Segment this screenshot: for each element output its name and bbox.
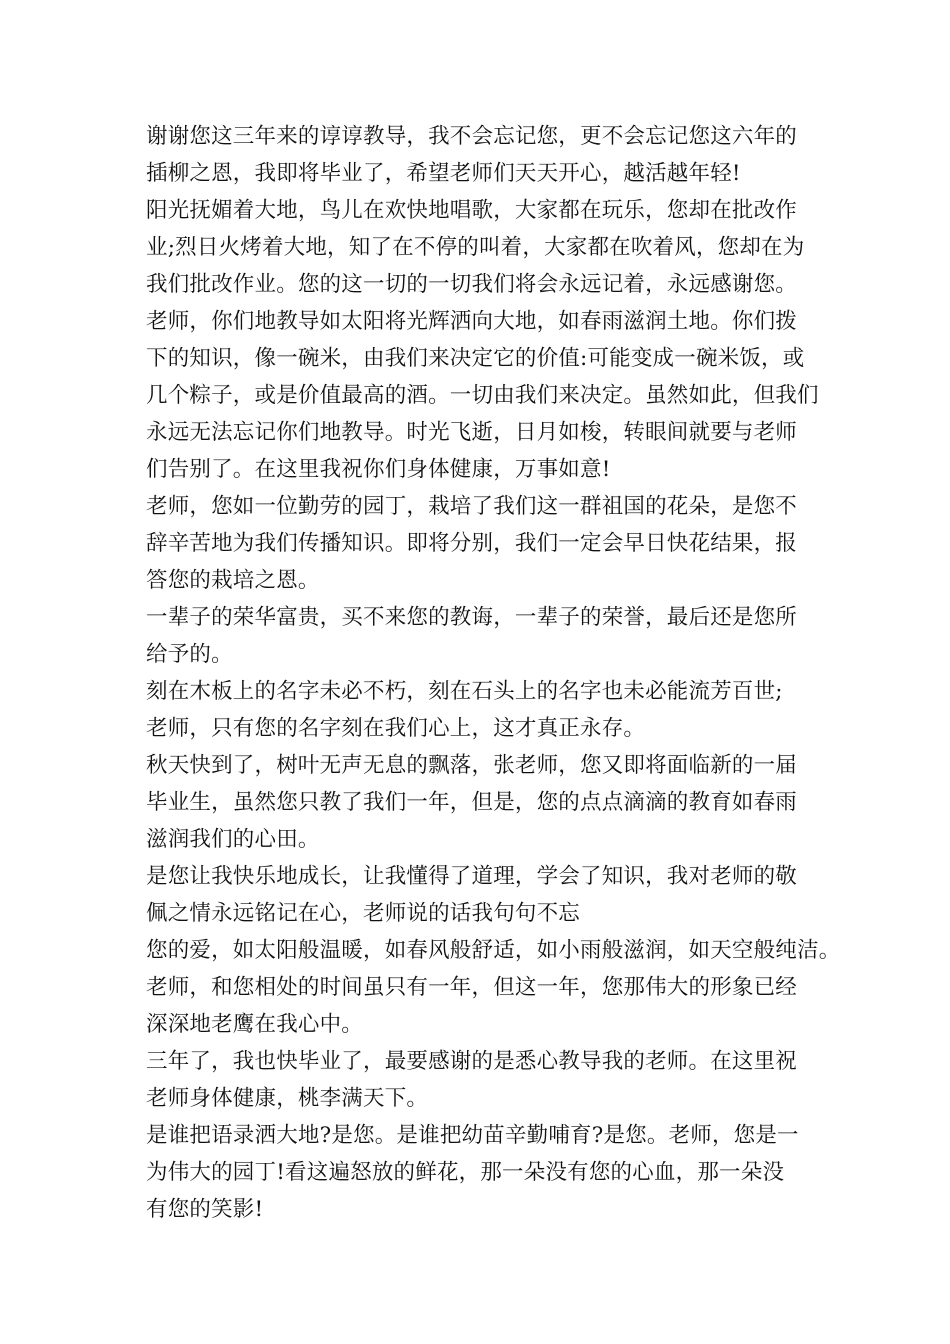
text-line: 辞辛苦地为我们传播知识。即将分别，我们一定会早日快花结果，报 bbox=[146, 531, 798, 556]
text-line: 我们批改作业。您的这一切的一切我们将会永远记着，永远感谢您。 bbox=[146, 272, 798, 297]
text-line: 答您的栽培之恩。 bbox=[146, 568, 320, 593]
text-line: 您的爱，如太阳般温暖，如春风般舒适，如小雨般滋润，如天空般纯洁。 bbox=[146, 938, 841, 963]
text-line: 插柳之恩，我即将毕业了，希望老师们天天开心，越活越年轻! bbox=[146, 161, 741, 186]
text-line: 下的知识，像一碗米，由我们来决定它的价值:可能变成一碗米饭，或 bbox=[146, 346, 805, 371]
text-line: 秋天快到了，树叶无声无息的飘落，张老师，您又即将面临新的一届 bbox=[146, 753, 798, 778]
text-line: 老师，你们地教导如太阳将光辉洒向大地，如春雨滋润土地。你们拨 bbox=[146, 309, 798, 334]
text-line: 有您的笑影! bbox=[146, 1197, 264, 1222]
text-line: 三年了，我也快毕业了，最要感谢的是悉心教导我的老师。在这里祝 bbox=[146, 1049, 798, 1074]
text-line: 给予的。 bbox=[146, 642, 233, 667]
text-line: 永远无法忘记你们地教导。时光飞逝，日月如梭，转眼间就要与老师 bbox=[146, 420, 798, 445]
text-line: 老师，您如一位勤劳的园丁，栽培了我们这一群祖国的花朵，是您不 bbox=[146, 494, 798, 519]
text-line: 毕业生，虽然您只教了我们一年，但是，您的点点滴滴的教育如春雨 bbox=[146, 790, 798, 815]
text-line: 为伟大的园丁!看这遍怒放的鲜花，那一朵没有您的心血，那一朵没 bbox=[146, 1160, 785, 1185]
text-line: 业;烈日火烤着大地，知了在不停的叫着，大家都在吹着风，您却在为 bbox=[146, 235, 805, 260]
text-line: 老师，只有您的名字刻在我们心上，这才真正永存。 bbox=[146, 716, 646, 741]
text-line: 是您让我快乐地成长，让我懂得了道理，学会了知识，我对老师的敬 bbox=[146, 864, 798, 889]
text-line: 刻在木板上的名字未必不朽，刻在石头上的名字也未必能流芳百世; bbox=[146, 679, 783, 704]
text-line: 几个粽子，或是价值最高的酒。一切由我们来决定。虽然如此，但我们 bbox=[146, 383, 819, 408]
text-line: 是谁把语录洒大地?是您。是谁把幼苗辛勤哺育?是您。老师，您是一 bbox=[146, 1123, 799, 1148]
text-line: 一辈子的荣华富贵，买不来您的教诲，一辈子的荣誉，最后还是您所 bbox=[146, 605, 798, 630]
text-line: 们告别了。在这里我祝你们身体健康，万事如意! bbox=[146, 457, 611, 482]
text-line: 谢谢您这三年来的谆谆教导，我不会忘记您，更不会忘记您这六年的 bbox=[146, 124, 798, 149]
text-line: 老师，和您相处的时间虽只有一年，但这一年，您那伟大的形象已经 bbox=[146, 975, 798, 1000]
text-line: 滋润我们的心田。 bbox=[146, 827, 320, 852]
text-line: 佩之情永远铭记在心，老师说的话我句句不忘 bbox=[146, 901, 581, 926]
text-line: 阳光抚媚着大地，鸟儿在欢快地唱歌，大家都在玩乐，您却在批改作 bbox=[146, 198, 798, 223]
text-line: 深深地老鹰在我心中。 bbox=[146, 1012, 364, 1037]
document-body bbox=[146, 118, 841, 1228]
text-line: 老师身体健康，桃李满天下。 bbox=[146, 1086, 429, 1111]
